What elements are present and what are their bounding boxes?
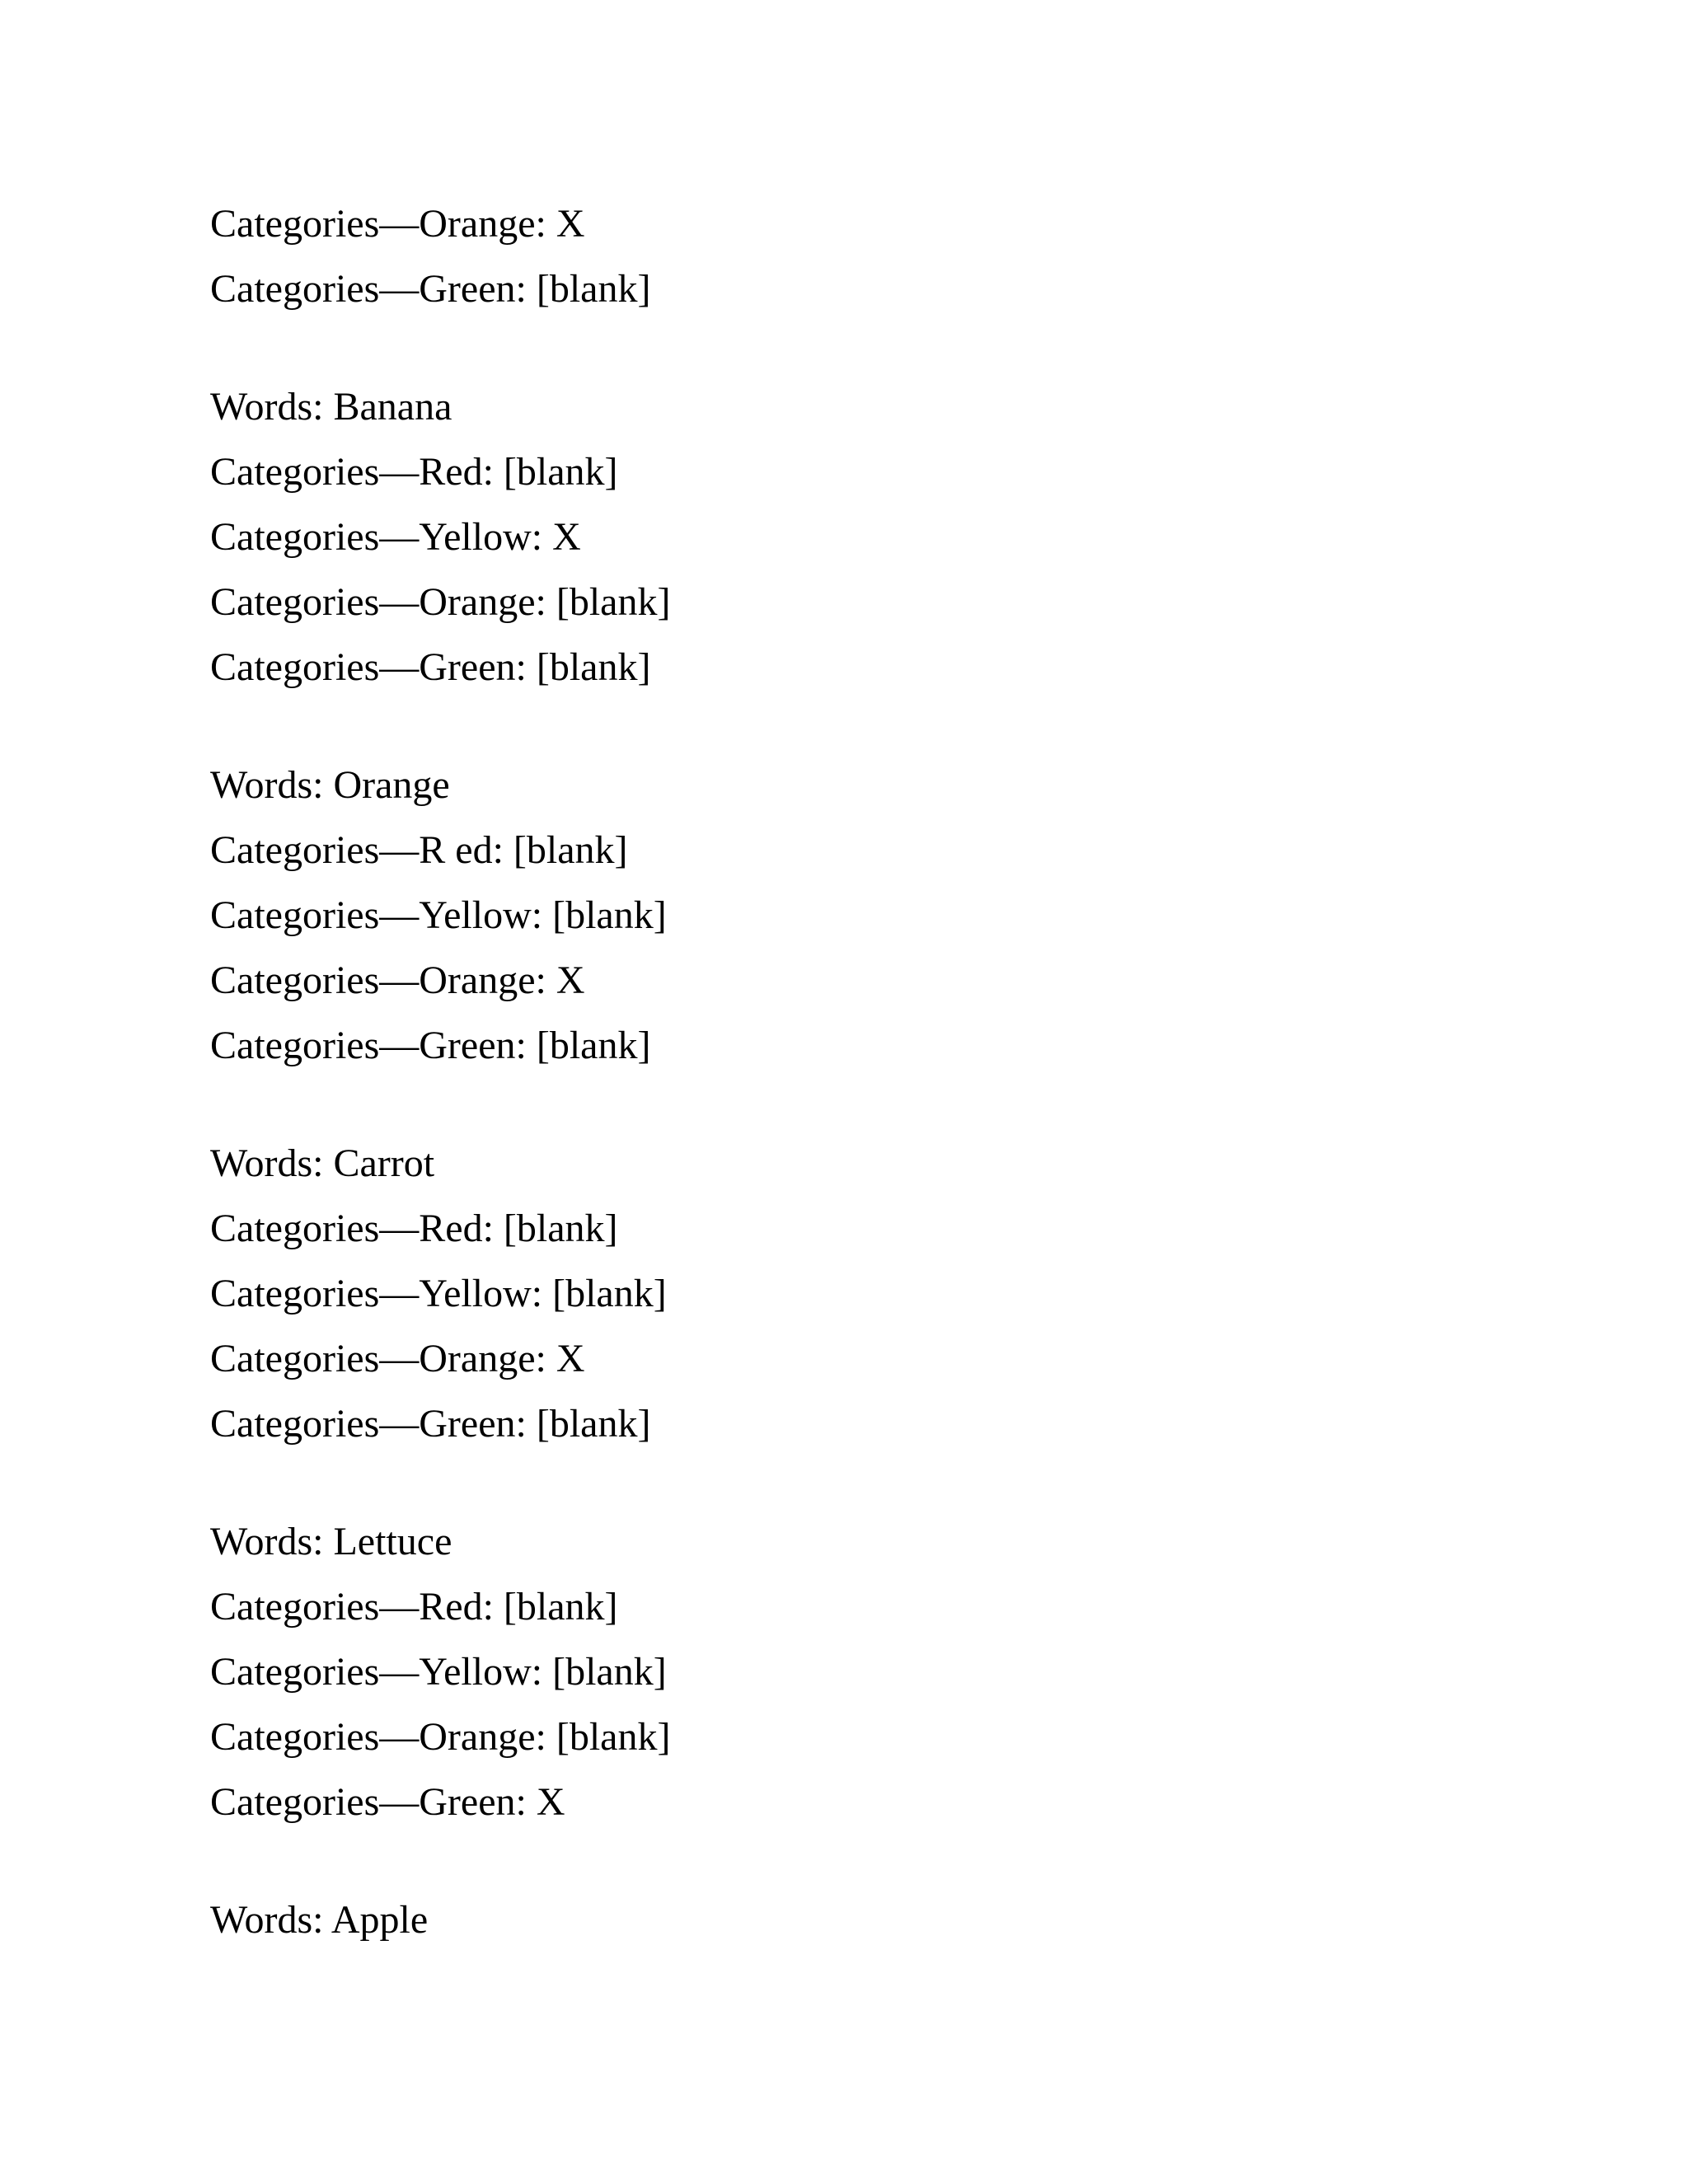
text-line: Categories—Orange: [blank]	[210, 580, 671, 624]
text-line: Categories—Yellow: X	[210, 515, 581, 559]
paragraph-spacer	[210, 1841, 1529, 1894]
text-line: Categories—Orange: X	[210, 958, 585, 1002]
text-line: Categories—Red: [blank]	[210, 450, 618, 494]
word-heading: Words: Orange	[210, 763, 450, 807]
word-heading: Words: Apple	[210, 1898, 429, 1942]
paragraph-spacer	[210, 328, 1529, 381]
text-line: Categories—Yellow: [blank]	[210, 1650, 667, 1694]
text-line: Categories—Red: [blank]	[210, 1585, 618, 1629]
text-line: Categories—Green: [blank]	[210, 1024, 651, 1067]
text-line: Categories—Orange: [blank]	[210, 1715, 671, 1759]
text-line: Categories—Orange: X	[210, 1337, 585, 1380]
text-line: Categories—Green: [blank]	[210, 645, 651, 689]
paragraph-spacer	[210, 1463, 1529, 1516]
text-line: Categories—Green: [blank]	[210, 1402, 651, 1446]
text-line: Categories—Yellow: [blank]	[210, 1272, 667, 1315]
word-heading: Words: Banana	[210, 385, 452, 429]
word-heading: Words: Carrot	[210, 1141, 435, 1185]
document-body	[210, 198, 1529, 1959]
text-line: Categories—Green: X	[210, 1780, 565, 1824]
text-line: Categories—R ed: [blank]	[210, 828, 628, 872]
text-line: Categories—Red: [blank]	[210, 1207, 618, 1250]
text-line: Categories—Yellow: [blank]	[210, 893, 667, 937]
paragraph-spacer	[210, 1085, 1529, 1137]
text-line: Categories—Orange: X	[210, 202, 585, 246]
text-line: Categories—Green: [blank]	[210, 267, 651, 311]
paragraph-spacer	[210, 706, 1529, 759]
word-heading: Words: Lettuce	[210, 1520, 452, 1563]
